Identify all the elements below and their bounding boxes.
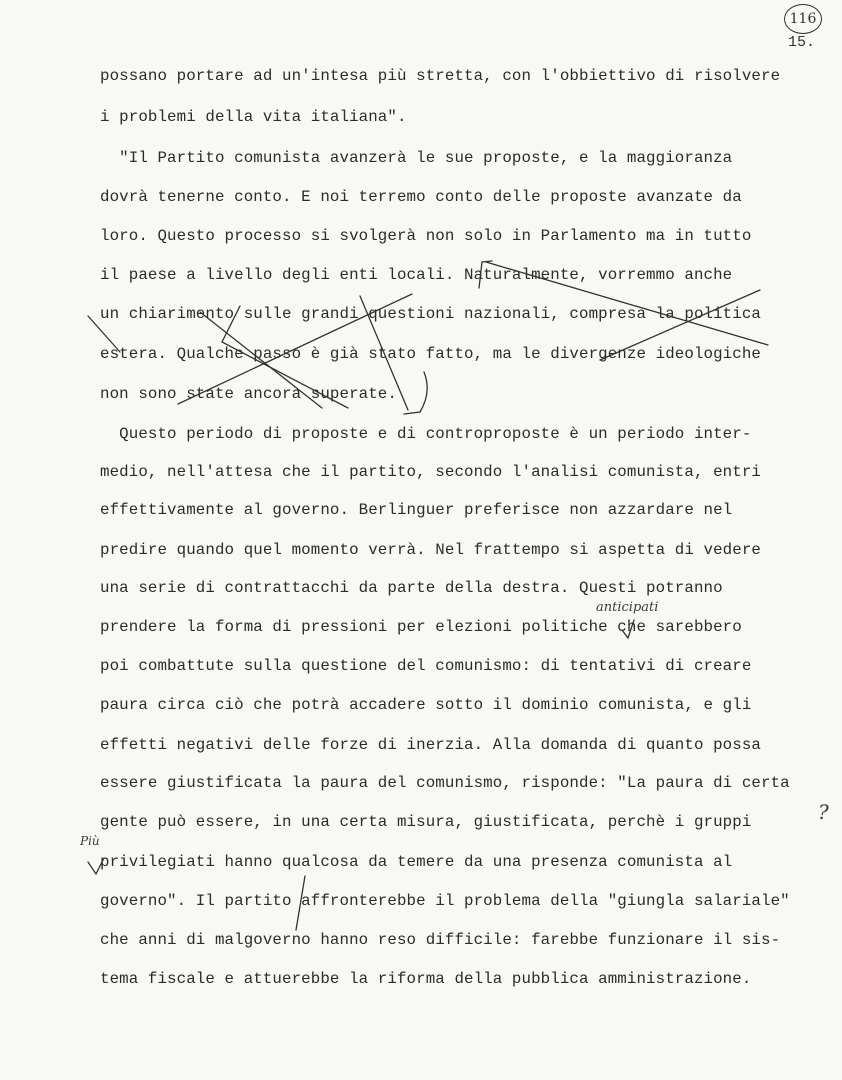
text-line: paura circa ciò che potrà accadere sotto il dominio comunista, e gli [100,696,752,714]
page-number: 15. [788,34,816,51]
margin-note: Più [80,834,100,848]
handwritten-insertion: anticipati [596,600,659,615]
text-line: i problemi della vita italiana". [100,108,407,126]
text-line: poi combattute sulla questione del comunismo: di tentativi di creare [100,657,752,675]
text-line: medio, nell'attesa che il partito, secondo l'analisi comunista, entri [100,463,761,481]
text-line: effettivamente al governo. Berlinguer preferisce non azzardare nel [100,501,733,519]
text-line: non sono state ancora superate. [100,385,397,403]
text-line: possano portare ad un'intesa più stretta, con l'obbiettivo di risolvere [100,67,781,85]
text-line: privilegiati hanno qualcosa da temere da una presenza comunista al [100,853,733,871]
text-line: gente può essere, in una certa misura, giustificata, perchè i gruppi [100,813,752,831]
bracket-close-mark [404,372,427,414]
text-line: effetti negativi delle forze di inerzia. Alla domanda di quanto possa [100,736,761,754]
text-line: il paese a livello degli enti locali. Naturalmente, vorremmo anche [100,266,733,284]
margin-question-mark: ? [818,800,829,824]
text-line: estera. Qualche passo è già stato fatto, ma le divergenze ideologiche [100,345,761,363]
text-line: "Il Partito comunista avanzerà le sue proposte, e la maggioranza [100,149,733,167]
text-line: prendere la forma di pressioni per elezioni politiche che sarebbero [100,618,742,636]
text-line: dovrà tenerne conto. E noi terremo conto delle proposte avanzate da [100,188,742,206]
text-line: Questo periodo di proposte e di controproposte è un periodo inter- [100,425,752,443]
archive-stamp: 116 [784,4,822,34]
text-line: una serie di contrattacchi da parte della destra. Questi potranno [100,579,723,597]
text-line: governo". Il partito affronterebbe il problema della "giungla salariale" [100,892,790,910]
text-line: che anni di malgoverno hanno reso difficile: farebbe funzionare il sis- [100,931,781,949]
text-line: tema fiscale e attuerebbe la riforma della pubblica amministrazione. [100,970,752,988]
text-line: essere giustificata la paura del comunismo, risponde: "La paura di certa [100,774,790,792]
bracket-open-top [482,261,492,262]
text-line: predire quando quel momento verrà. Nel frattempo si aspetta di vedere [100,541,761,559]
text-line: un chiarimento sulle grandi questioni nazionali, compresa la politica [100,305,761,323]
text-line: loro. Questo processo si svolgerà non solo in Parlamento ma in tutto [100,227,752,245]
